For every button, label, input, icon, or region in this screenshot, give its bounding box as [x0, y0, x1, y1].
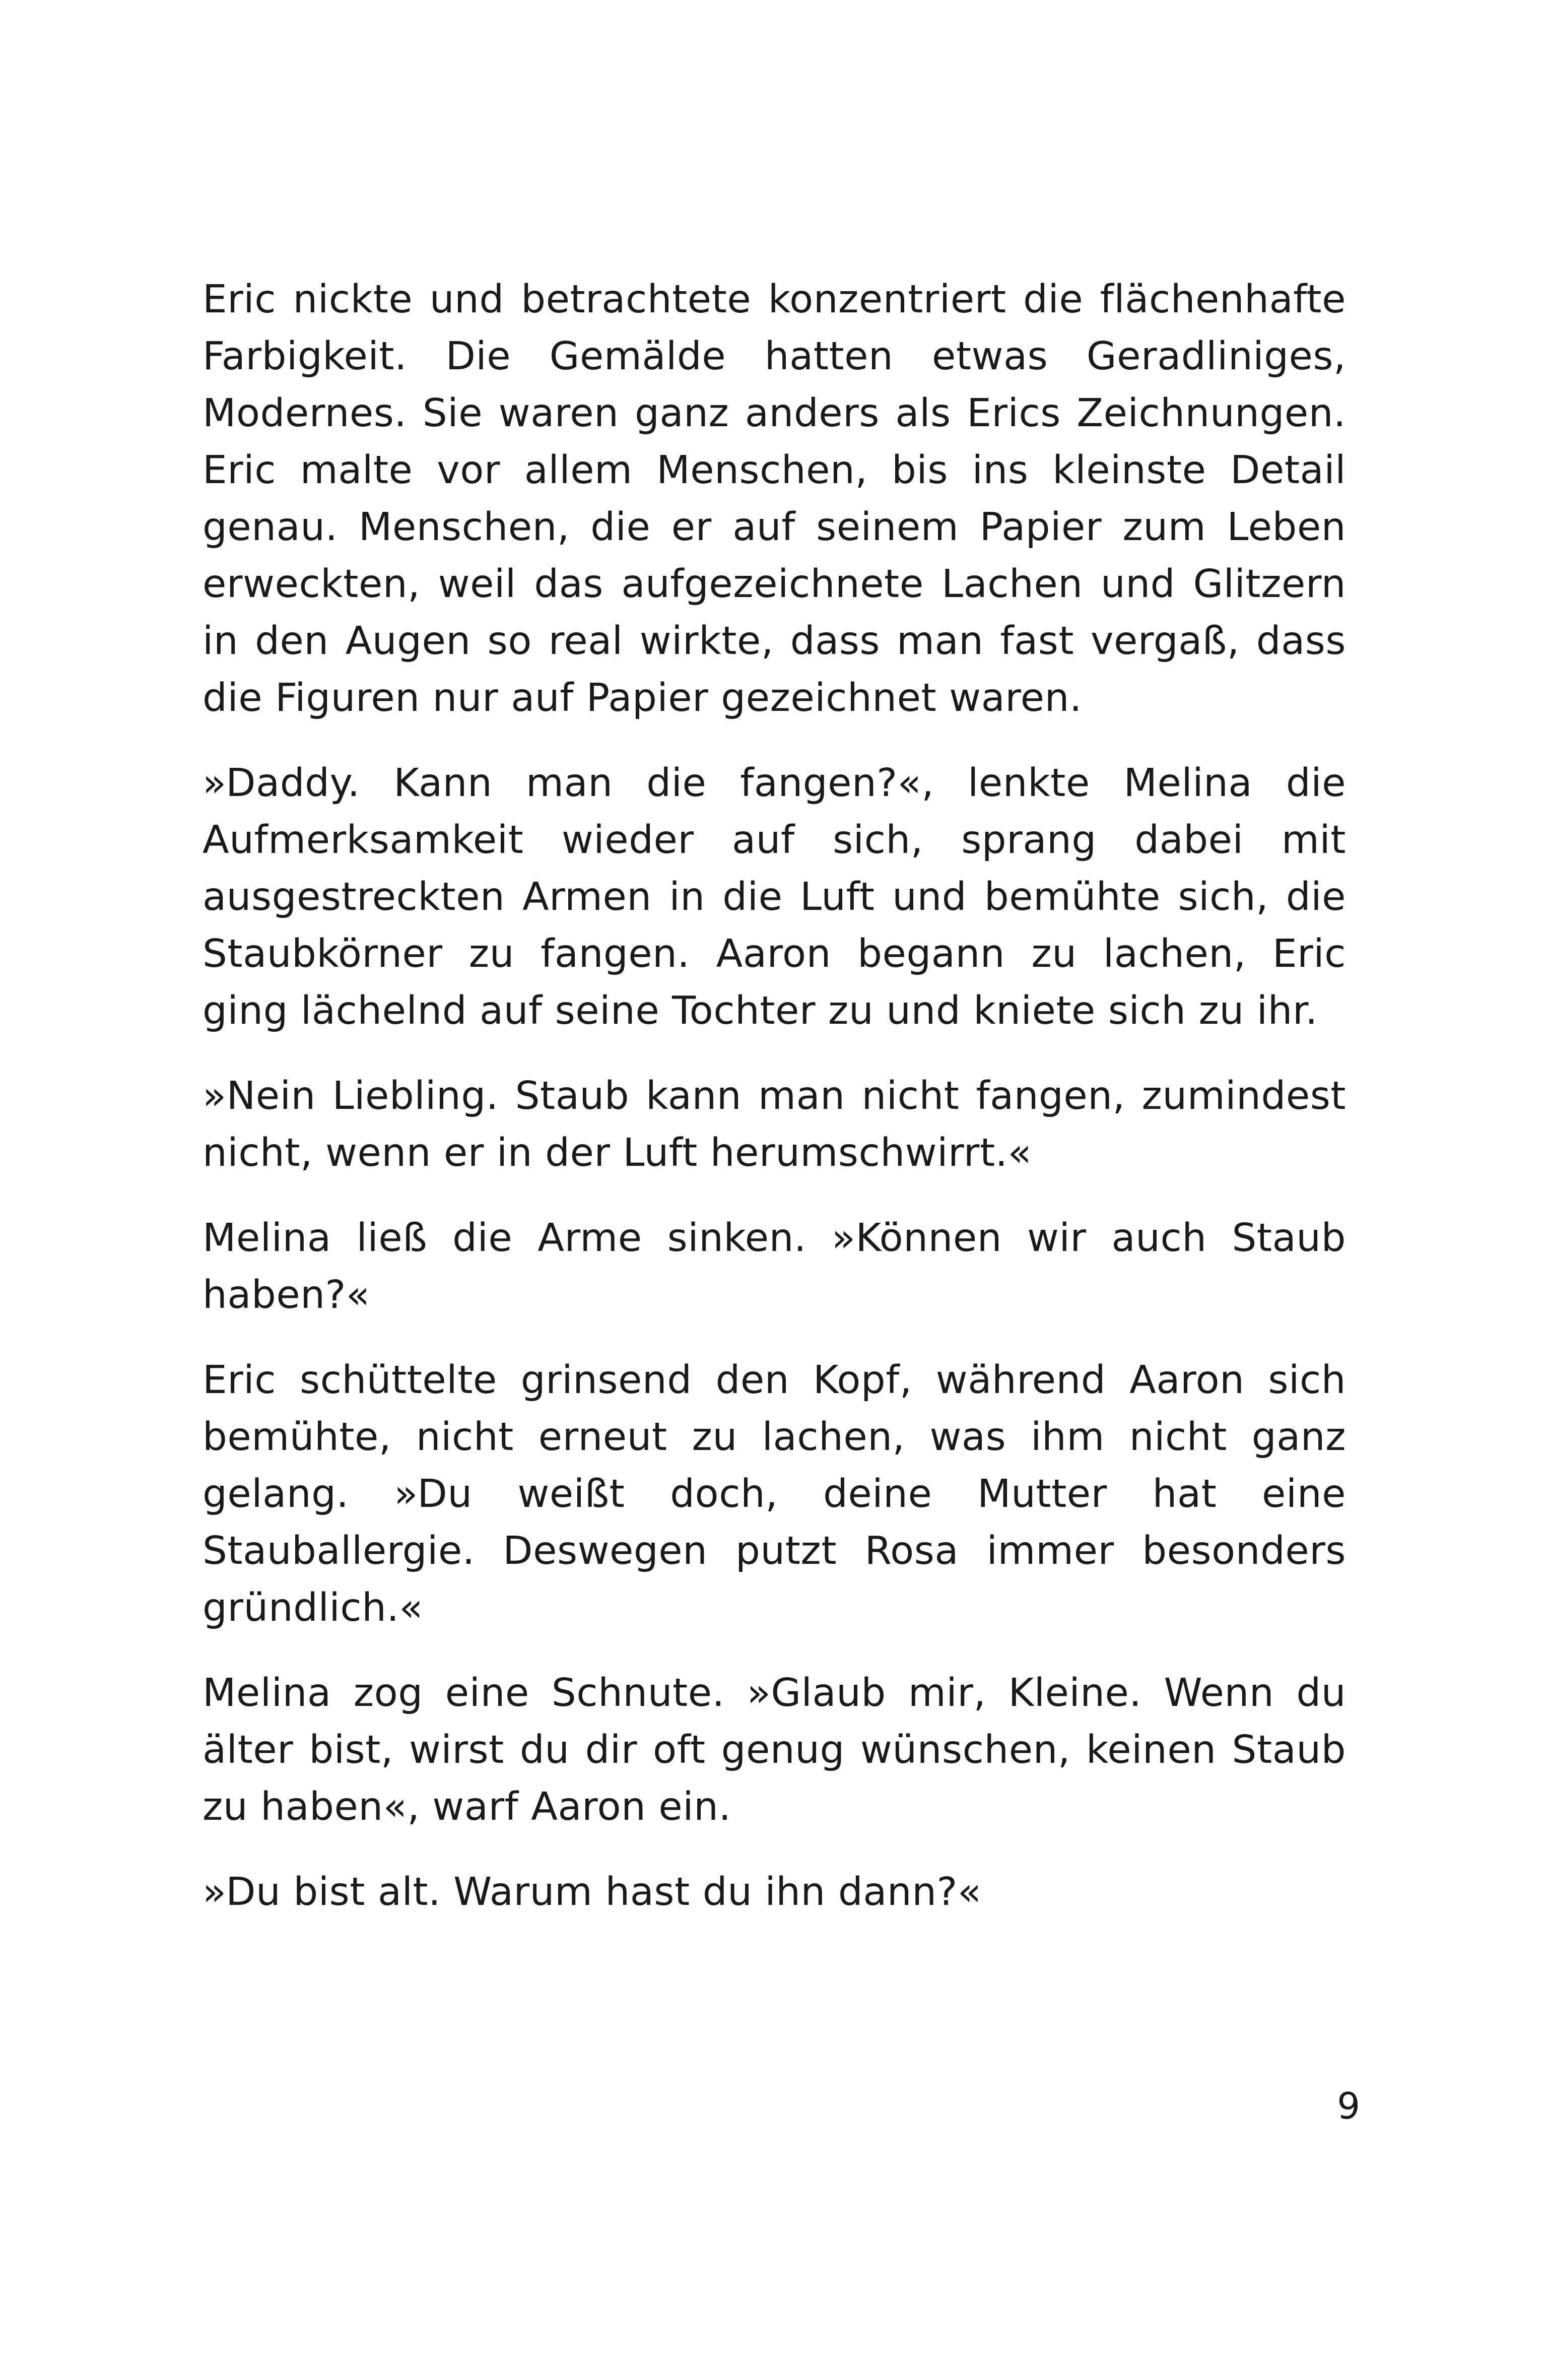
paragraph: Melina ließ die Arme sinken. »Können wir auch Staub haben?«: [203, 1216, 1346, 1317]
paragraph: »Nein Liebling. Staub kann man nicht fangen, zumindest nicht, wenn er in der Luft herumschwirrt.«: [203, 1074, 1346, 1175]
page-number: 9: [1337, 2085, 1360, 2127]
paragraph: Eric schüttelte grinsend den Kopf, während Aaron sich bemühte, nicht erneut zu lachen, was ihm nicht ganz gelang. »Du weißt doch, deine Mutter hat eine Stauballergie. Deswegen putzt Rosa immer besonders gründlich.«: [203, 1358, 1346, 1630]
paragraph: »Du bist alt. Warum hast du ihn dann?«: [203, 1870, 982, 1914]
paragraph: Melina zog eine Schnute. »Glaub mir, Kleine. Wenn du älter bist, wirst du dir oft genug wünschen, keinen Staub zu haben«, warf Aaron ein.: [203, 1671, 1346, 1829]
paragraph: Eric nickte und betrachtete konzentriert die flächenhafte Farbigkeit. Die Gemälde hatten etwas Geradliniges, Modernes. Sie waren ganz anders als Erics Zeichnungen. Eric malte vor allem Menschen, bis ins kleinste Detail genau. Menschen, die er auf seinem Papier zum Leben erweckten, weil das aufgezeichnete Lachen und Glitzern in den Augen so real wirkte, dass man fast vergaß, dass die Figuren nur auf Papier gezeichnet waren.: [203, 277, 1346, 720]
body-text: [203, 271, 1346, 1921]
paragraph: »Daddy. Kann man die fangen?«, lenkte Melina die Aufmerksamkeit wieder auf sich, sprang dabei mit ausgestreckten Armen in die Luft und bemühte sich, die Staubkörner zu fangen. Aaron begann zu lachen, Eric ging lächelnd auf seine Tochter zu und kniete sich zu ihr.: [203, 761, 1346, 1033]
